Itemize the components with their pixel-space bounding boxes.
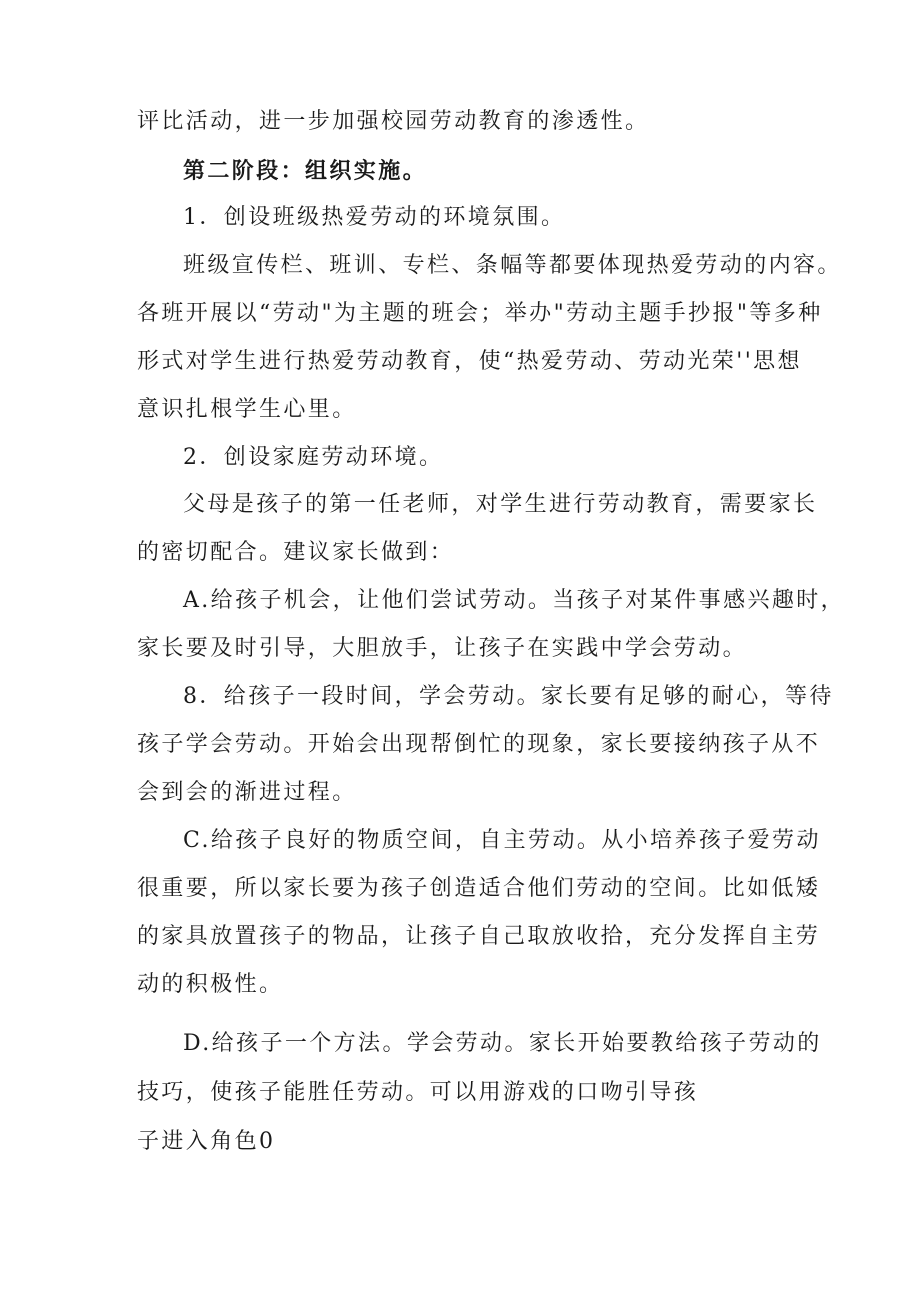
paragraph-line: 技巧，使孩子能胜任劳动。可以用游戏的口吻引导孩 (137, 1080, 699, 1105)
paragraph-line: 形式对学生进行热爱劳动教育，使“热爱劳动、劳动光荣''思想 (137, 349, 802, 374)
item-heading: 1．创设班级热爱劳动的环境氛围。 (183, 205, 566, 230)
paragraph-line: 很重要，所以家长要为孩子创造适合他们劳动的空间。比如低矮 (137, 876, 821, 901)
paragraph-line: 子进入角色0 (137, 1129, 276, 1154)
list-item: D.给孩子一个方法。学会劳动。家长开始要教给孩子劳动的 (183, 1031, 822, 1056)
paragraph-line: 各班开展以“劳动"为主题的班会；举办"劳动主题手抄报"等多种 (137, 301, 823, 326)
paragraph-line: 会到会的渐进过程。 (137, 780, 357, 805)
paragraph-line: 的密切配合。建议家长做到： (137, 540, 455, 565)
list-item: 8．给孩子一段时间，学会劳动。家长要有足够的耐心，等待 (183, 684, 834, 709)
item-heading: 2．创设家庭劳动环境。 (183, 445, 444, 470)
paragraph-line: 家长要及时引导，大胆放手，让孩子在实践中学会劳动。 (137, 636, 748, 661)
paragraph-line: 动的积极性。 (137, 972, 284, 997)
paragraph-line: 孩子学会劳动。开始会出现帮倒忙的现象，家长要接纳孩子从不 (137, 732, 821, 757)
paragraph-line: 意识扎根学生心里。 (137, 397, 357, 422)
paragraph-line: 班级宣传栏、班训、专栏、条幅等都要体现热爱劳动的内容。 (183, 253, 842, 278)
section-heading: 第二阶段：组织实施。 (183, 158, 428, 184)
paragraph-line: 评比活动，进一步加强校园劳动教育的渗透性。 (137, 109, 650, 134)
paragraph-line: 的家具放置孩子的物品，让孩子自己取放收拾，充分发挥自主劳 (137, 924, 821, 949)
list-item: C.给孩子良好的物质空间，自主劳动。从小培养孩子爱劳动 (183, 828, 821, 853)
list-item: A.给孩子机会，让他们尝试劳动。当孩子对某件事感兴趣时， (183, 588, 846, 613)
paragraph-line: 父母是孩子的第一任老师，对学生进行劳动教育，需要家长 (183, 492, 818, 517)
